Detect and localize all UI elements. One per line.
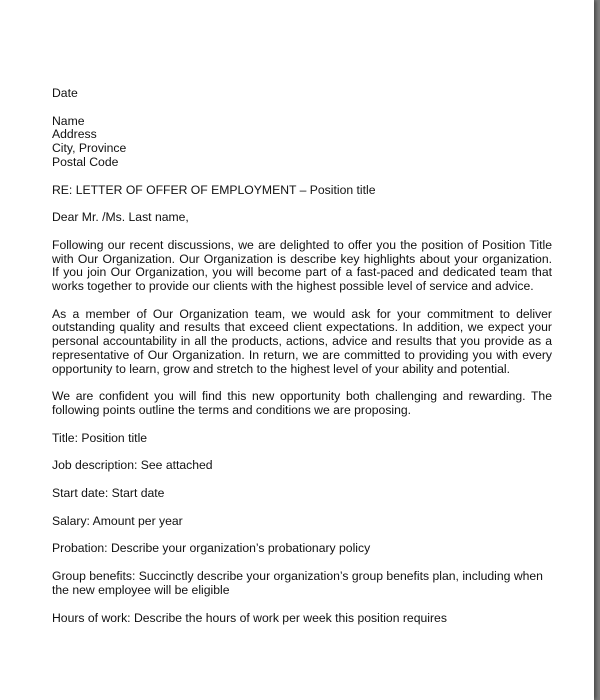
subject-line: RE: LETTER OF OFFER OF EMPLOYMENT – Position title bbox=[52, 182, 376, 197]
recipient-city: City, Province bbox=[52, 141, 127, 156]
recipient-postal: Postal Code bbox=[52, 154, 119, 169]
salutation: Dear Mr. /Ms. Last name, bbox=[52, 210, 189, 225]
term-salary: Salary: Amount per year bbox=[52, 513, 183, 528]
term-hours-of-work: Hours of work: Describe the hours of work per week this position requires bbox=[52, 610, 447, 625]
date-line: Date bbox=[52, 86, 78, 100]
recipient-street: Address bbox=[52, 127, 97, 142]
recipient-address bbox=[52, 115, 552, 170]
term-start-date: Start date: Start date bbox=[52, 486, 165, 501]
paragraph-terms-intro: We are confident you will find this new opportunity both challenging and rewarding. The following points outline the terms and conditions we are proposing. bbox=[52, 389, 552, 417]
term-title: Title: Position title bbox=[52, 430, 148, 445]
term-job-description: Job description: See attached bbox=[52, 458, 213, 473]
term-probation: Probation: Describe your organization’s probationary policy bbox=[52, 541, 371, 556]
paragraph-commitment: As a member of Our Organization team, we would ask for your commitment to deliver outstanding quality and results that exceed client expectations. In addition, we expect your personal accountability in all the products, actions, advice and results that you provide as a representative of Our Organization. In return, we are committed to providing you with every opportunity to learn, grow and stretch to the highest level of your ability and potential. bbox=[52, 306, 552, 376]
letter-body bbox=[52, 87, 552, 625]
paragraph-intro: Following our recent discussions, we are delighted to offer you the position of Position Title with Our Organization. Our Organization is describe key highlights about your organization. If you join Our Organization, you will become part of a fast-paced and dedicated team that works together to provide our clients with the highest possible level of service and advice. bbox=[52, 237, 552, 294]
recipient-name: Name bbox=[52, 113, 85, 128]
term-group-benefits: Group benefits: Succinctly describe your organization’s group benefits plan, including when the new employee will be eligible bbox=[52, 569, 543, 597]
